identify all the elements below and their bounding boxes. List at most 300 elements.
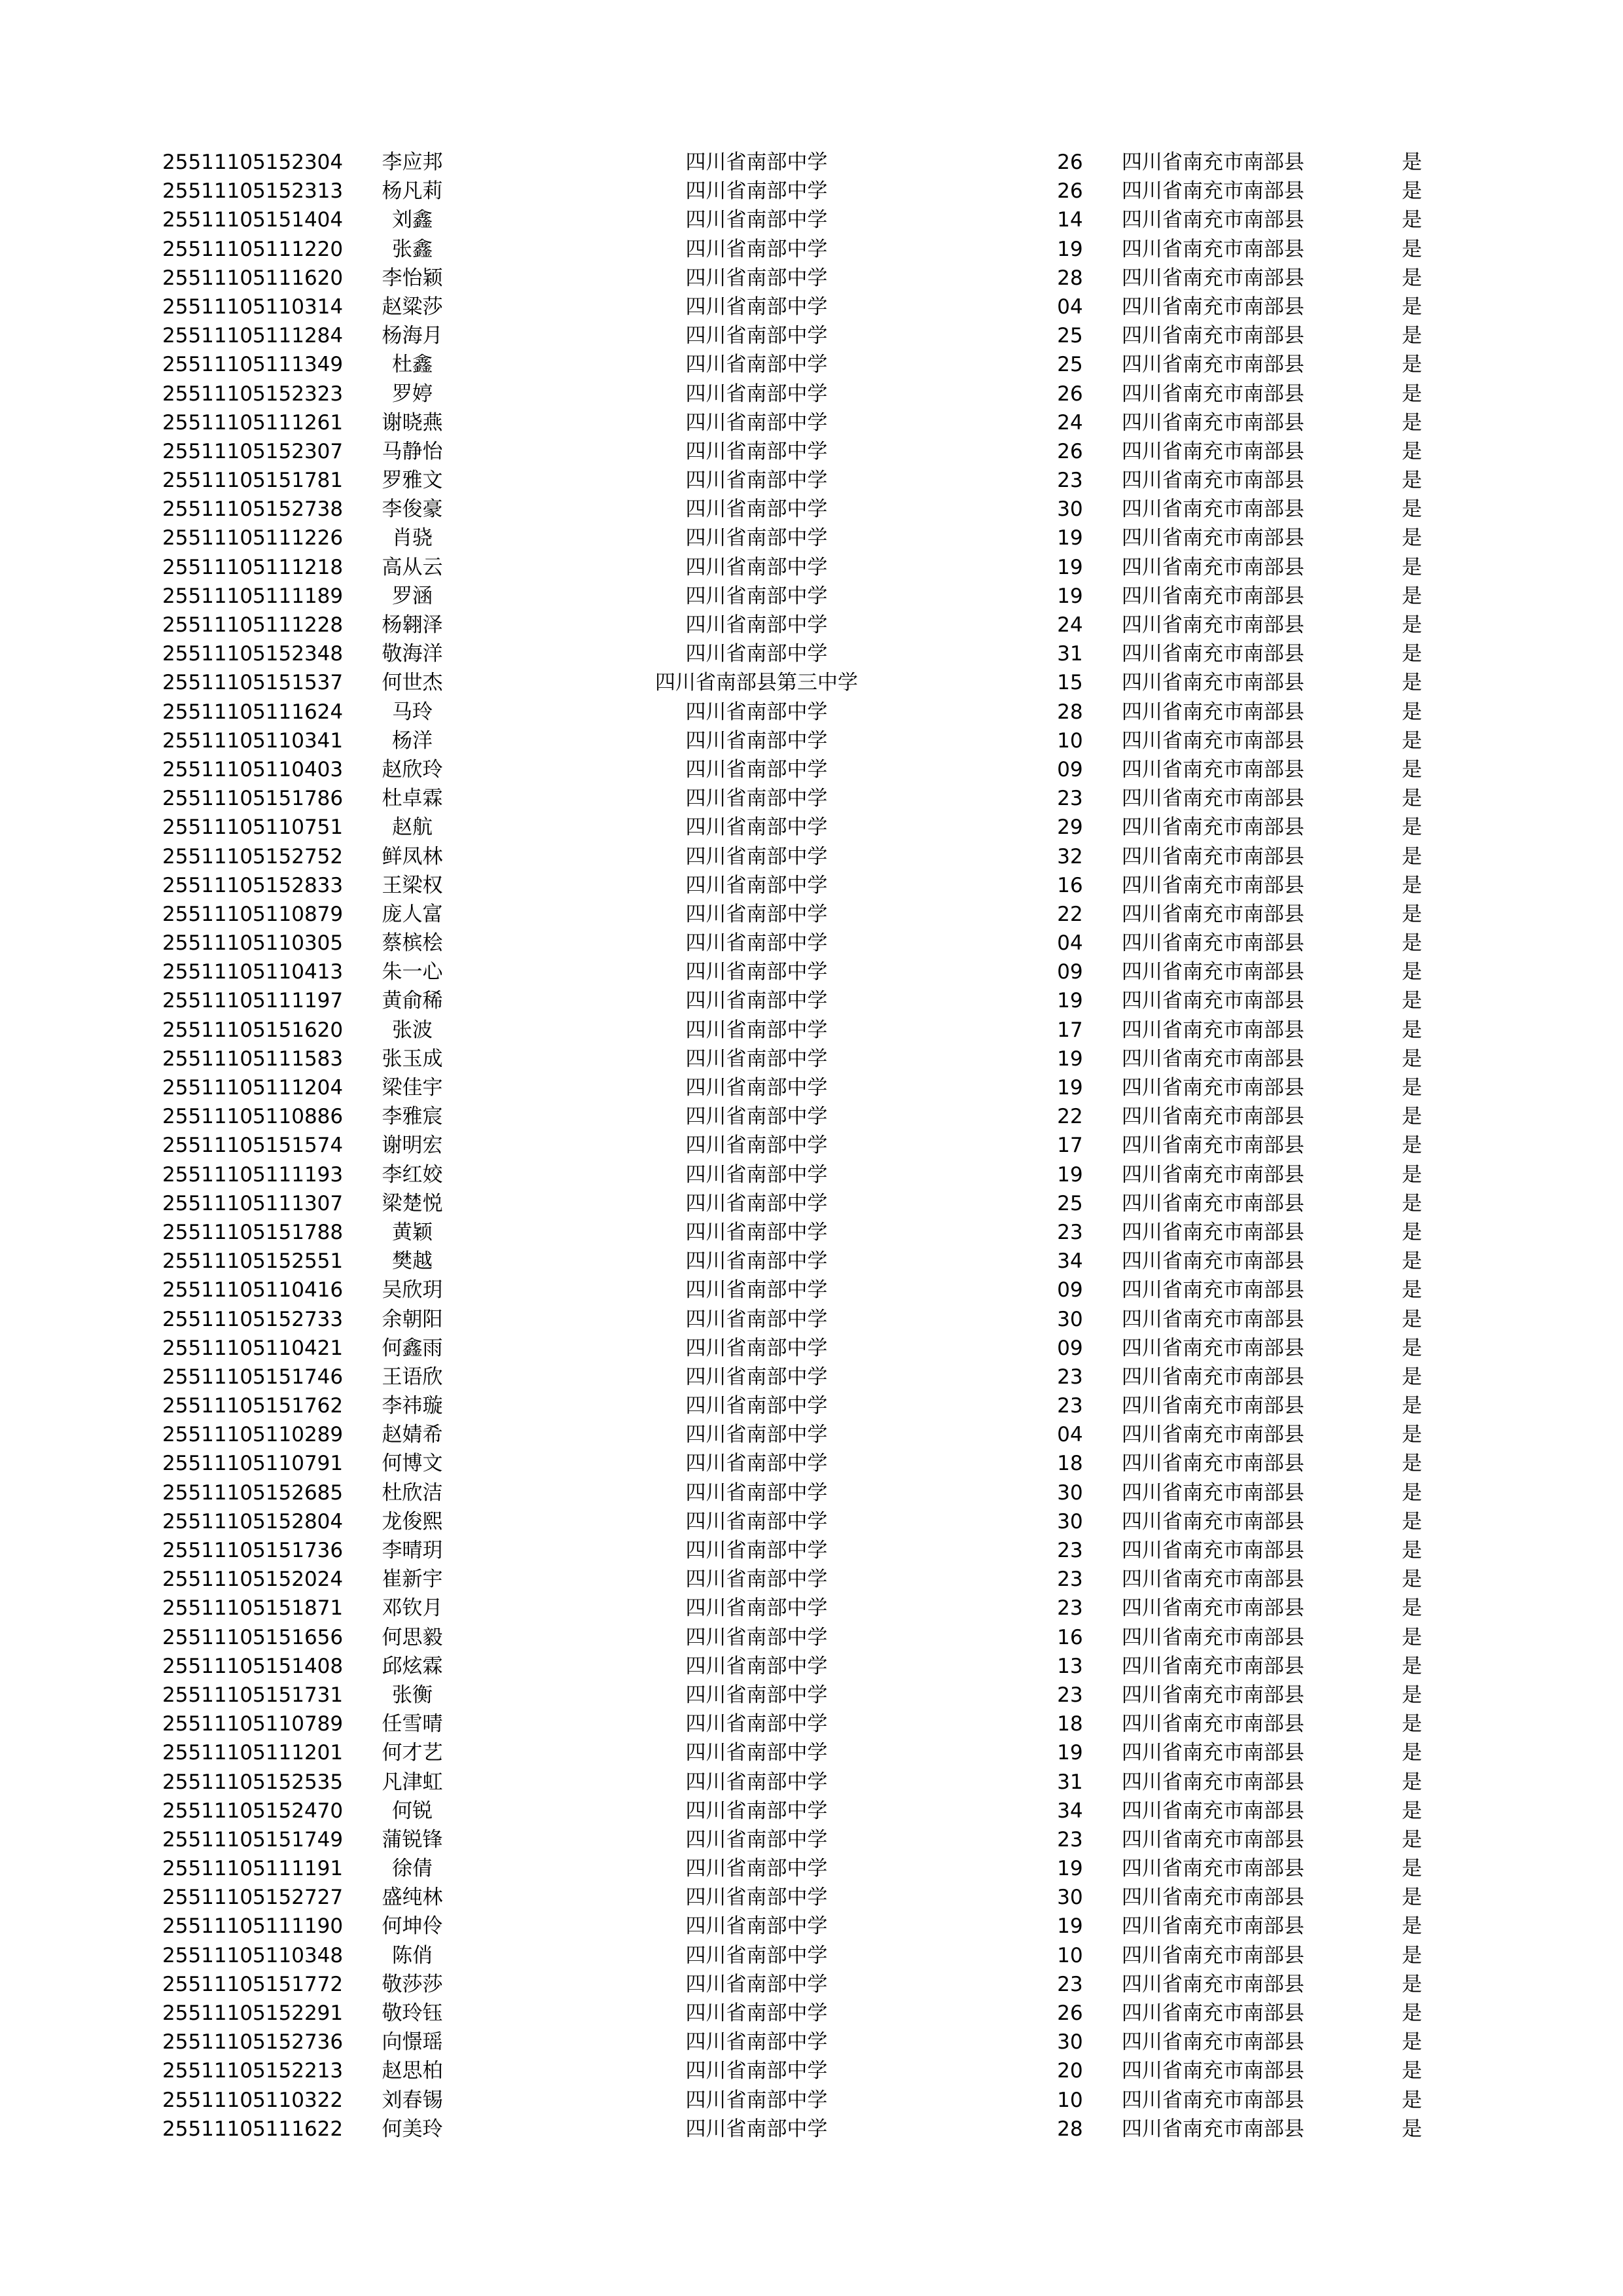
candidate-id-cell: 25511105151749: [162, 1827, 344, 1852]
status-flag-cell: 是: [1402, 1654, 1422, 1678]
status-flag-cell: 是: [1402, 902, 1422, 926]
status-flag-cell: 是: [1402, 844, 1422, 869]
student-name-cell: 罗涵: [392, 584, 433, 608]
status-flag-cell: 是: [1402, 613, 1422, 637]
candidate-id-cell: 25511105111622: [162, 2117, 344, 2141]
student-name-cell: 庞人富: [382, 902, 443, 926]
status-flag-cell: 是: [1402, 1886, 1422, 1910]
student-name-cell: 鲜凤林: [382, 844, 443, 869]
status-flag-cell: 是: [1402, 728, 1422, 753]
student-name-cell: 邱炫霖: [382, 1654, 443, 1678]
region-cell: 四川省南充市南部县: [1122, 1278, 1304, 1302]
student-name-cell: 崔新宇: [382, 1568, 443, 1592]
table-row: [0, 380, 1623, 408]
class-number-cell: 19: [1057, 584, 1083, 608]
candidate-id-cell: 25511105152213: [162, 2059, 344, 2083]
student-name-cell: 张鑫: [392, 237, 433, 261]
student-name-cell: 任雪晴: [382, 1712, 443, 1736]
school-name-cell: 四川省南部中学: [685, 1249, 828, 1274]
candidate-id-cell: 25511105152535: [162, 1770, 344, 1794]
school-name-cell: 四川省南部中学: [685, 816, 828, 840]
candidate-id-cell: 25511105152685: [162, 1480, 344, 1505]
class-number-cell: 28: [1057, 266, 1083, 290]
status-flag-cell: 是: [1402, 1191, 1422, 1215]
region-cell: 四川省南充市南部县: [1122, 1827, 1304, 1852]
region-cell: 四川省南充市南部县: [1122, 1568, 1304, 1592]
school-name-cell: 四川省南部中学: [685, 787, 828, 811]
student-name-cell: 何鑫雨: [382, 1336, 443, 1360]
school-name-cell: 四川省南部中学: [685, 1191, 828, 1215]
school-name-cell: 四川省南部中学: [685, 1596, 828, 1621]
student-name-cell: 马静怡: [382, 439, 443, 463]
school-name-cell: 四川省南部中学: [685, 1336, 828, 1360]
status-flag-cell: 是: [1402, 989, 1422, 1013]
school-name-cell: 四川省南部中学: [685, 1683, 828, 1707]
candidate-id-cell: 25511105110421: [162, 1336, 344, 1360]
table-row: [0, 1247, 1623, 1276]
table-row: [0, 2056, 1623, 2085]
candidate-id-cell: 25511105110789: [162, 1712, 344, 1736]
candidate-id-cell: 25511105151736: [162, 1539, 344, 1562]
school-name-cell: 四川省南部中学: [685, 1770, 828, 1794]
school-name-cell: 四川省南部中学: [685, 1307, 828, 1331]
school-name-cell: 四川省南部中学: [685, 1162, 828, 1187]
region-cell: 四川省南充市南部县: [1122, 1307, 1304, 1331]
candidate-id-cell: 25511105111218: [162, 555, 344, 579]
table-row: [0, 1854, 1623, 1883]
student-name-cell: 梁佳宇: [382, 1076, 443, 1100]
candidate-id-cell: 25511105152738: [162, 497, 344, 522]
school-name-cell: 四川省南部中学: [685, 700, 828, 724]
region-cell: 四川省南充市南部县: [1122, 1799, 1304, 1823]
school-name-cell: 四川省南部中学: [685, 1943, 828, 1967]
status-flag-cell: 是: [1402, 179, 1422, 204]
candidate-id-cell: 25511105111191: [162, 1857, 344, 1881]
class-number-cell: 23: [1057, 469, 1083, 493]
status-flag-cell: 是: [1402, 816, 1422, 840]
region-cell: 四川省南充市南部县: [1122, 2001, 1304, 2025]
table-row: [0, 2028, 1623, 2056]
student-name-cell: 何坤伶: [382, 1914, 443, 1939]
class-number-cell: 20: [1057, 2059, 1083, 2083]
status-flag-cell: 是: [1402, 1857, 1422, 1881]
table-row: [0, 1970, 1623, 1999]
region-cell: 四川省南充市南部县: [1122, 2088, 1304, 2112]
table-row: [0, 495, 1623, 524]
class-number-cell: 19: [1057, 1914, 1083, 1939]
student-name-cell: 徐倩: [392, 1857, 433, 1881]
candidate-id-cell: 25511105111193: [162, 1162, 344, 1187]
status-flag-cell: 是: [1402, 757, 1422, 781]
region-cell: 四川省南充市南部县: [1122, 1972, 1304, 1996]
student-name-cell: 杜欣洁: [382, 1480, 443, 1505]
table-row: [0, 929, 1623, 958]
student-name-cell: 何思毅: [382, 1625, 443, 1649]
table-row: [0, 813, 1623, 842]
student-name-cell: 朱一心: [382, 960, 443, 984]
region-cell: 四川省南充市南部县: [1122, 2059, 1304, 2083]
candidate-id-cell: 25511105151871: [162, 1596, 344, 1621]
candidate-id-cell: 25511105111228: [162, 613, 344, 637]
region-cell: 四川省南充市南部县: [1122, 1336, 1304, 1360]
status-flag-cell: 是: [1402, 1972, 1422, 1996]
candidate-id-cell: 25511105110416: [162, 1278, 344, 1302]
status-flag-cell: 是: [1402, 1076, 1422, 1100]
class-number-cell: 30: [1057, 2030, 1083, 2054]
student-name-cell: 敬海洋: [382, 642, 443, 666]
status-flag-cell: 是: [1402, 1278, 1422, 1302]
table-row: [0, 1449, 1623, 1478]
region-cell: 四川省南充市南部县: [1122, 469, 1304, 493]
candidate-id-cell: 25511105111204: [162, 1076, 344, 1100]
class-number-cell: 26: [1057, 151, 1083, 174]
student-name-cell: 张玉成: [382, 1047, 443, 1071]
school-name-cell: 四川省南部中学: [685, 208, 828, 232]
school-name-cell: 四川省南部中学: [685, 1452, 828, 1476]
student-name-cell: 敬玲钰: [382, 2001, 443, 2025]
school-name-cell: 四川省南部中学: [685, 151, 828, 174]
class-number-cell: 09: [1057, 757, 1083, 781]
student-name-cell: 何才艺: [382, 1741, 443, 1765]
region-cell: 四川省南充市南部县: [1122, 873, 1304, 897]
candidate-id-cell: 25511105151772: [162, 1972, 344, 1996]
school-name-cell: 四川省南部中学: [685, 1134, 828, 1158]
table-row: [0, 437, 1623, 466]
class-number-cell: 19: [1057, 555, 1083, 579]
status-flag-cell: 是: [1402, 1914, 1422, 1939]
candidate-id-cell: 25511105151781: [162, 469, 344, 493]
student-name-cell: 何世杰: [382, 671, 443, 695]
table-row: [0, 1507, 1623, 1536]
region-cell: 四川省南充市南部县: [1122, 151, 1304, 174]
school-name-cell: 四川省南部中学: [685, 1278, 828, 1302]
student-name-cell: 李应邦: [382, 151, 443, 174]
class-number-cell: 23: [1057, 1394, 1083, 1418]
school-name-cell: 四川省南部中学: [685, 1539, 828, 1562]
school-name-cell: 四川省南部中学: [685, 1914, 828, 1939]
candidate-id-cell: 25511105151786: [162, 787, 344, 811]
table-row: [0, 958, 1623, 986]
status-flag-cell: 是: [1402, 469, 1422, 493]
student-name-cell: 杨翱泽: [382, 613, 443, 637]
region-cell: 四川省南充市南部县: [1122, 1452, 1304, 1476]
candidate-id-cell: 25511105111583: [162, 1047, 344, 1071]
class-number-cell: 23: [1057, 1683, 1083, 1707]
table-row: [0, 1768, 1623, 1797]
class-number-cell: 24: [1057, 410, 1083, 435]
region-cell: 四川省南充市南部县: [1122, 439, 1304, 463]
table-row: [0, 755, 1623, 784]
status-flag-cell: 是: [1402, 1220, 1422, 1244]
student-name-cell: 盛纯林: [382, 1886, 443, 1910]
candidate-id-cell: 25511105152348: [162, 642, 344, 666]
region-cell: 四川省南充市南部县: [1122, 642, 1304, 666]
region-cell: 四川省南充市南部县: [1122, 1509, 1304, 1534]
candidate-id-cell: 25511105151620: [162, 1018, 344, 1042]
candidate-id-cell: 25511105110341: [162, 728, 344, 753]
class-number-cell: 29: [1057, 816, 1083, 840]
candidate-id-cell: 25511105110879: [162, 902, 344, 926]
region-cell: 四川省南充市南部县: [1122, 526, 1304, 550]
class-number-cell: 17: [1057, 1018, 1083, 1042]
class-number-cell: 19: [1057, 526, 1083, 550]
class-number-cell: 30: [1057, 1509, 1083, 1534]
table-row: [0, 1738, 1623, 1767]
class-number-cell: 28: [1057, 2117, 1083, 2141]
class-number-cell: 30: [1057, 497, 1083, 522]
school-name-cell: 四川省南部中学: [685, 1480, 828, 1505]
candidate-id-cell: 25511105152291: [162, 2001, 344, 2025]
candidate-id-cell: 25511105111349: [162, 353, 344, 377]
region-cell: 四川省南充市南部县: [1122, 1365, 1304, 1389]
region-cell: 四川省南充市南部县: [1122, 266, 1304, 290]
class-number-cell: 23: [1057, 1827, 1083, 1852]
candidate-id-cell: 25511105110413: [162, 960, 344, 984]
region-cell: 四川省南充市南部县: [1122, 237, 1304, 261]
region-cell: 四川省南充市南部县: [1122, 1683, 1304, 1707]
table-row: [0, 1623, 1623, 1652]
student-name-cell: 李红姣: [382, 1162, 443, 1187]
candidate-id-cell: 25511105111261: [162, 410, 344, 435]
status-flag-cell: 是: [1402, 266, 1422, 290]
class-number-cell: 04: [1057, 931, 1083, 956]
class-number-cell: 15: [1057, 671, 1083, 695]
region-cell: 四川省南充市南部县: [1122, 1076, 1304, 1100]
school-name-cell: 四川省南部中学: [685, 1799, 828, 1823]
student-name-cell: 罗婷: [392, 382, 433, 406]
candidate-id-cell: 25511105110305: [162, 931, 344, 956]
region-cell: 四川省南充市南部县: [1122, 1423, 1304, 1447]
table-row: [0, 986, 1623, 1015]
class-number-cell: 19: [1057, 989, 1083, 1013]
region-cell: 四川省南充市南部县: [1122, 1220, 1304, 1244]
school-name-cell: 四川省南部中学: [685, 266, 828, 290]
status-flag-cell: 是: [1402, 1568, 1422, 1592]
school-name-cell: 四川省南部中学: [685, 1018, 828, 1042]
table-row: [0, 466, 1623, 495]
school-name-cell: 四川省南部中学: [685, 844, 828, 869]
region-cell: 四川省南充市南部县: [1122, 931, 1304, 956]
class-number-cell: 26: [1057, 439, 1083, 463]
status-flag-cell: 是: [1402, 1596, 1422, 1621]
region-cell: 四川省南充市南部县: [1122, 1857, 1304, 1881]
school-name-cell: 四川省南部中学: [685, 179, 828, 204]
student-name-cell: 杨凡莉: [382, 179, 443, 204]
status-flag-cell: 是: [1402, 2117, 1422, 2141]
school-name-cell: 四川省南部中学: [685, 902, 828, 926]
region-cell: 四川省南充市南部县: [1122, 1394, 1304, 1418]
status-flag-cell: 是: [1402, 382, 1422, 406]
school-name-cell: 四川省南部中学: [685, 1741, 828, 1765]
table-row: [0, 524, 1623, 552]
table-row: [0, 698, 1623, 726]
status-flag-cell: 是: [1402, 324, 1422, 348]
status-flag-cell: 是: [1402, 208, 1422, 232]
status-flag-cell: 是: [1402, 1423, 1422, 1447]
candidate-id-cell: 25511105111620: [162, 266, 344, 290]
class-number-cell: 16: [1057, 873, 1083, 897]
table-row: [0, 1218, 1623, 1247]
school-name-cell: 四川省南部中学: [685, 1972, 828, 1996]
table-row: [0, 1681, 1623, 1710]
table-row: [0, 177, 1623, 206]
status-flag-cell: 是: [1402, 1799, 1422, 1823]
class-number-cell: 19: [1057, 237, 1083, 261]
school-name-cell: 四川省南部中学: [685, 1509, 828, 1534]
status-flag-cell: 是: [1402, 1452, 1422, 1476]
candidate-id-cell: 25511105152323: [162, 382, 344, 406]
region-cell: 四川省南充市南部县: [1122, 353, 1304, 377]
student-name-cell: 赵思柏: [382, 2059, 443, 2083]
region-cell: 四川省南充市南部县: [1122, 382, 1304, 406]
table-row: [0, 1073, 1623, 1102]
region-cell: 四川省南充市南部县: [1122, 1047, 1304, 1071]
region-cell: 四川省南充市南部县: [1122, 208, 1304, 232]
class-number-cell: 25: [1057, 353, 1083, 377]
school-name-cell: 四川省南部中学: [685, 1047, 828, 1071]
school-name-cell: 四川省南部中学: [685, 237, 828, 261]
class-number-cell: 19: [1057, 1076, 1083, 1100]
student-name-cell: 黄颖: [392, 1220, 433, 1244]
region-cell: 四川省南充市南部县: [1122, 1712, 1304, 1736]
region-cell: 四川省南充市南部县: [1122, 1596, 1304, 1621]
class-number-cell: 34: [1057, 1799, 1083, 1823]
candidate-id-cell: 25511105151404: [162, 208, 344, 232]
student-name-cell: 何博文: [382, 1452, 443, 1476]
region-cell: 四川省南充市南部县: [1122, 613, 1304, 637]
status-flag-cell: 是: [1402, 555, 1422, 579]
class-number-cell: 10: [1057, 2088, 1083, 2112]
class-number-cell: 23: [1057, 1365, 1083, 1389]
status-flag-cell: 是: [1402, 873, 1422, 897]
school-name-cell: 四川省南部中学: [685, 613, 828, 637]
school-name-cell: 四川省南部中学: [685, 1654, 828, 1678]
class-number-cell: 19: [1057, 1857, 1083, 1881]
table-row: [0, 1710, 1623, 1738]
candidate-id-cell: 25511105152833: [162, 873, 344, 897]
class-number-cell: 25: [1057, 324, 1083, 348]
status-flag-cell: 是: [1402, 2088, 1422, 2112]
status-flag-cell: 是: [1402, 2059, 1422, 2083]
table-row: [0, 293, 1623, 321]
table-row: [0, 726, 1623, 755]
class-number-cell: 13: [1057, 1654, 1083, 1678]
table-row: [0, 1160, 1623, 1189]
region-cell: 四川省南充市南部县: [1122, 989, 1304, 1013]
student-name-cell: 李怡颖: [382, 266, 443, 290]
region-cell: 四川省南充市南部县: [1122, 1914, 1304, 1939]
status-flag-cell: 是: [1402, 353, 1422, 377]
school-name-cell: 四川省南部中学: [685, 497, 828, 522]
region-cell: 四川省南充市南部县: [1122, 1191, 1304, 1215]
region-cell: 四川省南充市南部县: [1122, 497, 1304, 522]
school-name-cell: 四川省南部中学: [685, 642, 828, 666]
class-number-cell: 22: [1057, 902, 1083, 926]
school-name-cell: 四川省南部中学: [685, 324, 828, 348]
school-name-cell: 四川省南部中学: [685, 1857, 828, 1881]
candidate-id-cell: 25511105110289: [162, 1423, 344, 1447]
status-flag-cell: 是: [1402, 497, 1422, 522]
class-number-cell: 23: [1057, 1568, 1083, 1592]
candidate-id-cell: 25511105152470: [162, 1799, 344, 1823]
candidate-id-cell: 25511105110791: [162, 1452, 344, 1476]
status-flag-cell: 是: [1402, 960, 1422, 984]
school-name-cell: 四川省南部中学: [685, 1076, 828, 1100]
status-flag-cell: 是: [1402, 1018, 1422, 1042]
status-flag-cell: 是: [1402, 410, 1422, 435]
student-name-cell: 王梁权: [382, 873, 443, 897]
student-name-cell: 余朝阳: [382, 1307, 443, 1331]
class-number-cell: 04: [1057, 295, 1083, 319]
region-cell: 四川省南充市南部县: [1122, 2117, 1304, 2141]
table-row: [0, 1391, 1623, 1420]
student-name-cell: 李晴玥: [382, 1539, 443, 1562]
table-row: [0, 1016, 1623, 1045]
student-name-cell: 赵欣玲: [382, 757, 443, 781]
class-number-cell: 30: [1057, 1307, 1083, 1331]
student-name-cell: 杜鑫: [392, 353, 433, 377]
school-name-cell: 四川省南部中学: [685, 1625, 828, 1649]
region-cell: 四川省南充市南部县: [1122, 728, 1304, 753]
candidate-id-cell: 25511105152733: [162, 1307, 344, 1331]
table-row: [0, 1797, 1623, 1825]
table-row: [0, 1131, 1623, 1160]
table-row: [0, 611, 1623, 639]
region-cell: 四川省南充市南部县: [1122, 787, 1304, 811]
class-number-cell: 16: [1057, 1625, 1083, 1649]
class-number-cell: 17: [1057, 1134, 1083, 1158]
candidate-id-cell: 25511105110322: [162, 2088, 344, 2112]
status-flag-cell: 是: [1402, 1770, 1422, 1794]
candidate-id-cell: 25511105152727: [162, 1886, 344, 1910]
school-name-cell: 四川省南部中学: [685, 873, 828, 897]
class-number-cell: 09: [1057, 1336, 1083, 1360]
region-cell: 四川省南充市南部县: [1122, 1249, 1304, 1274]
class-number-cell: 09: [1057, 1278, 1083, 1302]
class-number-cell: 18: [1057, 1452, 1083, 1476]
student-name-cell: 李祎璇: [382, 1394, 443, 1418]
student-name-cell: 吴欣玥: [382, 1278, 443, 1302]
region-cell: 四川省南充市南部县: [1122, 1480, 1304, 1505]
student-name-cell: 刘春锡: [382, 2088, 443, 2112]
student-name-cell: 赵婧希: [382, 1423, 443, 1447]
class-number-cell: 14: [1057, 208, 1083, 232]
table-row: [0, 668, 1623, 697]
student-name-cell: 蒲锐锋: [382, 1827, 443, 1852]
class-number-cell: 09: [1057, 960, 1083, 984]
school-name-cell: 四川省南部中学: [685, 555, 828, 579]
class-number-cell: 19: [1057, 1162, 1083, 1187]
region-cell: 四川省南充市南部县: [1122, 960, 1304, 984]
status-flag-cell: 是: [1402, 1539, 1422, 1562]
status-flag-cell: 是: [1402, 671, 1422, 695]
class-number-cell: 30: [1057, 1886, 1083, 1910]
status-flag-cell: 是: [1402, 439, 1422, 463]
region-cell: 四川省南充市南部县: [1122, 671, 1304, 695]
candidate-id-cell: 25511105151762: [162, 1394, 344, 1418]
candidate-id-cell: 25511105110751: [162, 816, 344, 840]
region-cell: 四川省南充市南部县: [1122, 1134, 1304, 1158]
student-name-cell: 何锐: [392, 1799, 433, 1823]
region-cell: 四川省南充市南部县: [1122, 555, 1304, 579]
class-number-cell: 31: [1057, 642, 1083, 666]
school-name-cell: 四川省南部中学: [685, 2117, 828, 2141]
candidate-id-cell: 25511105151788: [162, 1220, 344, 1244]
status-flag-cell: 是: [1402, 1943, 1422, 1967]
student-name-cell: 马玲: [392, 700, 433, 724]
status-flag-cell: 是: [1402, 1249, 1422, 1274]
region-cell: 四川省南充市南部县: [1122, 757, 1304, 781]
